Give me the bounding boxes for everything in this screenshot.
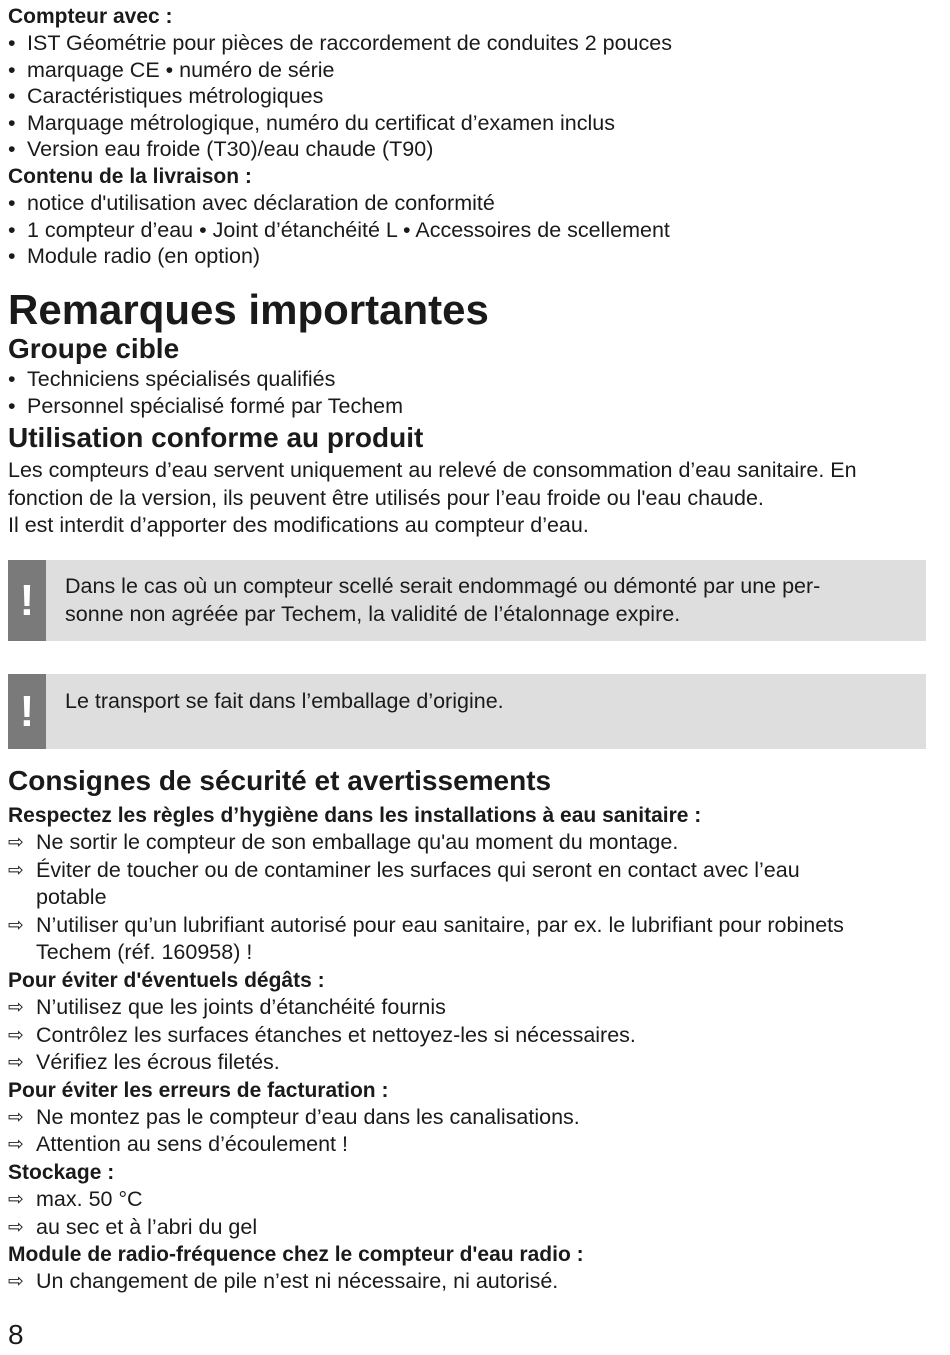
facturation-title: Pour éviter les erreurs de facturation : xyxy=(8,1078,389,1102)
list-item: • 1 compteur d’eau • Joint d’étanchéité L • Accessoires de scellement xyxy=(8,217,670,242)
stockage-title: Stockage : xyxy=(8,1160,115,1184)
bullet-icon: • xyxy=(8,393,16,418)
arrow-right-icon: ⇨ xyxy=(8,1271,24,1293)
list-item: ⇨ N’utiliser qu’un lubrifiant autorisé pour eau sanitaire, par ex. le lubrifiant pour robinets Techem (réf. 160958) ! xyxy=(8,912,844,965)
compteur-section xyxy=(8,3,930,270)
page-number: 8 xyxy=(8,1319,24,1350)
livraison-title: Contenu de la livraison : xyxy=(8,164,252,188)
arrow-right-icon: ⇨ xyxy=(8,1216,24,1238)
degats-title: Pour éviter d'éventuels dégâts : xyxy=(8,968,325,992)
list-item: • IST Géométrie pour pièces de raccordement de conduites 2 pouces xyxy=(8,31,672,55)
exclamation-icon: ! xyxy=(8,560,46,641)
list-item: • Module radio (en option) xyxy=(8,244,261,269)
arrow-right-icon: ⇨ xyxy=(8,1024,24,1046)
list-item: • notice d'utilisation avec déclaration de conformité xyxy=(8,190,495,215)
list-item: • Techniciens spécialisés qualifiés xyxy=(8,367,336,391)
list-item: ⇨ Ne sortir le compteur de son emballage qu'au moment du montage. xyxy=(8,829,930,857)
bullet-icon: • xyxy=(8,244,16,269)
exclamation-icon: ! xyxy=(8,674,46,749)
list-item: • Version eau froide (T30)/eau chaude (T90) xyxy=(8,137,434,162)
utilisation-title: Utilisation conforme au produit xyxy=(8,422,424,454)
utilisation-paragraph: Les compteurs d’eau servent uniquement au relevé de consommation d’eau sanitaire. En fonction de la version, ils peuvent être utilisés pour l’eau froide ou l'eau chaude. Il est interdit d’apporter des modifications au compteur d’eau. xyxy=(8,458,857,538)
arrow-right-icon: ⇨ xyxy=(8,996,24,1018)
list-item: • Personnel spécialisé formé par Techem xyxy=(8,393,404,418)
warning-box-calibration xyxy=(8,560,926,641)
bullet-icon: • xyxy=(8,84,16,109)
arrow-right-icon: ⇨ xyxy=(8,914,24,936)
compteur-list xyxy=(8,30,930,163)
groupe-cible-title: Groupe cible xyxy=(8,333,180,364)
bullet-icon: • xyxy=(8,217,16,242)
groupe-cible-list xyxy=(8,366,930,419)
arrow-right-icon: ⇨ xyxy=(8,832,24,853)
list-item: ⇨ Éviter de toucher ou de contaminer les surfaces qui seront en contact avec l’eau potable xyxy=(8,857,800,910)
list-item: ⇨ Attention au sens d’écoulement ! xyxy=(8,1131,930,1159)
arrow-right-icon: ⇨ xyxy=(8,1052,24,1074)
list-item: ⇨ max. 50 °C xyxy=(8,1186,930,1214)
bullet-icon: • xyxy=(8,190,16,215)
warning-text: Le transport se fait dans l’emballage d’origine. xyxy=(65,689,504,713)
list-item: • Marquage métrologique, numéro du certificat d’examen inclus xyxy=(8,110,615,135)
arrow-right-icon: ⇨ xyxy=(8,859,24,881)
consignes-heading: Consignes de sécurité et avertissements xyxy=(8,765,552,796)
bullet-icon: • xyxy=(8,31,16,55)
bullet-icon: • xyxy=(8,367,16,391)
remarques-heading: Remarques importantes xyxy=(8,286,489,333)
list-item: ⇨ Vérifiez les écrous filetés. xyxy=(8,1049,930,1077)
list-item: • marquage CE • numéro de série xyxy=(8,57,335,82)
list-item: ⇨ Un changement de pile n’est ni nécessaire, ni autorisé. xyxy=(8,1268,930,1296)
list-item: ⇨ Contrôlez les surfaces étanches et nettoyez-les si nécessaires. xyxy=(8,1022,930,1050)
list-item: ⇨ N’utilisez que les joints d’étanchéité fournis xyxy=(8,994,930,1022)
bullet-icon: • xyxy=(8,110,16,135)
livraison-list xyxy=(8,190,930,270)
arrow-right-icon: ⇨ xyxy=(8,1188,24,1210)
hygiene-title: Respectez les règles d’hygiène dans les installations à eau sanitaire : xyxy=(8,804,702,827)
list-item: ⇨ au sec et à l’abri du gel xyxy=(8,1214,930,1242)
consignes-section xyxy=(8,764,930,1296)
remarques-section xyxy=(8,286,930,540)
bullet-icon: • xyxy=(8,57,16,82)
list-item: • Caractéristiques métrologiques xyxy=(8,84,324,109)
list-item: ⇨ Ne montez pas le compteur d’eau dans les canalisations. xyxy=(8,1104,930,1132)
warning-text: Dans le cas où un compteur scellé serait endommagé ou démonté par une per- sonne non agréée par Techem, la validité de l’étalonnage expire. xyxy=(65,574,821,626)
warning-box-transport xyxy=(8,674,926,749)
bullet-icon: • xyxy=(8,137,16,162)
arrow-right-icon: ⇨ xyxy=(8,1106,24,1128)
arrow-right-icon: ⇨ xyxy=(8,1134,24,1156)
radio-module-title: Module de radio-fréquence chez le compteur d'eau radio : xyxy=(8,1243,584,1267)
compteur-title: Compteur avec : xyxy=(8,5,173,28)
